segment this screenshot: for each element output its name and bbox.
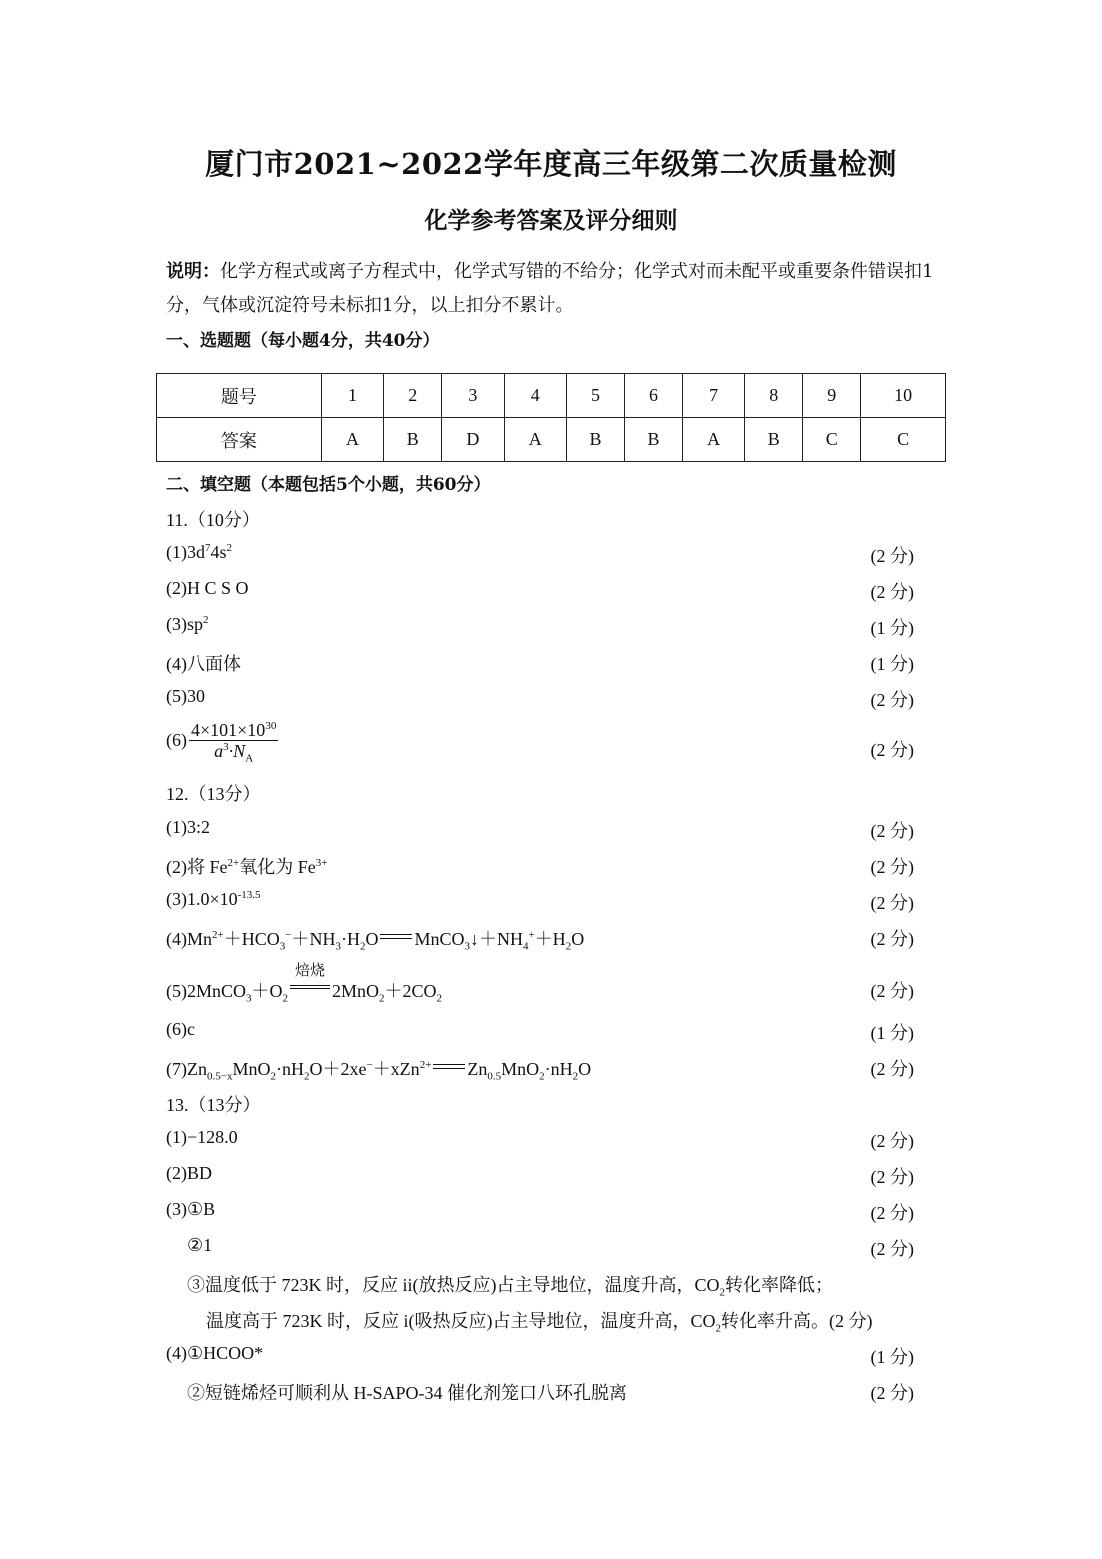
q13-answer-3: (3)①B (2 分) xyxy=(166,1199,914,1223)
q12-answer-7: $(7)Zn_{0.5-x}MnO_2\cdot nH_2O+2xe^-+xZn^{2+}$ $Zn_{0.5}MnO_2\cdot nH_2O$ (2 分) xyxy=(166,1055,914,1085)
table-cell: 10 xyxy=(861,374,946,418)
page-subtitle: 化学参考答案及评分细则 xyxy=(424,207,678,234)
score: (2 分) xyxy=(870,690,914,710)
table-cell: 9 xyxy=(803,374,861,418)
q11-answer-6: (6) $\frac{4\times 101\times 10^{30}}{a^3\cdot N_A}$ (2 分) xyxy=(166,720,914,765)
reaction-condition: 焙烧 xyxy=(288,977,332,997)
q13-answer-3b: ②1 (2 分) xyxy=(187,1235,914,1259)
score: (2 分) xyxy=(870,582,914,602)
q13-answer-3c-line2: 温度高于 723K 时，反应 i(吸热反应)占主导地位，温度升高，$CO_2$转化率升高。(2 分) xyxy=(206,1311,873,1335)
question-13-head: 13.（13分） xyxy=(166,1095,261,1115)
score: (2 分) xyxy=(870,1131,914,1151)
table-cell: 7 xyxy=(682,374,744,418)
score: (2 分) xyxy=(870,740,914,760)
score: (2 分) xyxy=(870,546,914,566)
table-cell: 8 xyxy=(745,374,803,418)
q12-answer-3: $(3)1.0\times 10^{-13.5}$ (2 分) xyxy=(166,889,914,913)
question-11-head: 11.（10分） xyxy=(166,510,260,530)
q11-answer-4: (4)八面体 (1 分) xyxy=(166,650,914,680)
table-cell: 5 xyxy=(566,374,624,418)
table-row xyxy=(157,374,946,418)
q12-answer-1: (1)3:2 (2 分) xyxy=(166,817,914,841)
q13-answer-1: (1)−128.0 (2 分) xyxy=(166,1127,914,1151)
table-cell: B xyxy=(745,418,803,462)
score: (2 分) xyxy=(870,821,914,841)
q12-answer-4: $(4)Mn^{2+}+HCO_3^-+NH_3\cdot H_2O$ $MnCO_3↓+NH_4^++H_2O$ (2 分) xyxy=(166,925,914,955)
table-cell: B xyxy=(384,418,442,462)
q13-answer-2: (2)BD (2 分) xyxy=(166,1163,914,1187)
q13-answer-4b: ②短链烯烃可顺利从 H-SAPO-34 催化剂笼口八环孔脱离 (2 分) xyxy=(166,1379,914,1409)
score: (2 分) xyxy=(870,893,914,913)
q12-answer-5: $(5)2MnCO_3+O_2$ 焙烧 $2MnO_2+2CO_2$ (2 分) xyxy=(166,963,914,1005)
answer-table xyxy=(156,373,946,462)
score: (2 分) xyxy=(870,929,914,949)
page-title: 厦门市2021~2022学年度高三年级第二次质量检测 xyxy=(205,147,897,181)
q11-answer-2: (2)H C S O (2 分) xyxy=(166,578,914,602)
table-cell: 2 xyxy=(384,374,442,418)
score: (1 分) xyxy=(870,1347,914,1367)
note-label: 说明： xyxy=(166,261,220,282)
section-heading-fill: 二、填空题（本题包括5个小题，共60分） xyxy=(166,475,491,495)
score: (1 分) xyxy=(870,1023,914,1043)
table-cell: 4 xyxy=(504,374,566,418)
table-cell: B xyxy=(566,418,624,462)
note-text: 化学方程式或离子方程式中，化学式写错的不给分；化学式对而未配平或重要条件错误扣1分，气体或沉淀符号未标扣1分，以上扣分不累计。 xyxy=(166,261,934,316)
equals-sign xyxy=(431,1065,467,1075)
score: (2 分) xyxy=(870,981,914,1001)
table-cell: C xyxy=(803,418,861,462)
section-heading-choice: 一、选题题（每小题4分，共40分） xyxy=(166,331,440,351)
score: (2 分) xyxy=(870,1059,914,1079)
equals-sign xyxy=(378,935,414,945)
table-cell: D xyxy=(442,418,504,462)
score: (2 分) xyxy=(870,1239,914,1259)
score: (2 分) xyxy=(870,1167,914,1187)
table-cell: A xyxy=(682,418,744,462)
score: (2 分) xyxy=(870,1383,914,1403)
instructions-note xyxy=(166,255,956,323)
table-cell: A xyxy=(321,418,383,462)
q13-answer-4: (4)①HCOO* (1 分) xyxy=(166,1343,914,1367)
table-cell: B xyxy=(624,418,682,462)
score: (1 分) xyxy=(870,654,914,674)
table-cell: C xyxy=(861,418,946,462)
q11-answer-3: $(3)sp^2$ (1 分) xyxy=(166,614,914,638)
score: (1 分) xyxy=(870,618,914,638)
table-row-label: 答案 xyxy=(157,418,322,462)
q12-answer-2: (2)将 $Fe^{2+}$氧化为 $Fe^{3+}$ (2 分) xyxy=(166,853,914,883)
q11-answer-5: (5)30 (2 分) xyxy=(166,686,914,710)
score: (2 分) xyxy=(870,1203,914,1223)
q12-answer-6: (6)c (1 分) xyxy=(166,1019,914,1043)
table-cell: 6 xyxy=(624,374,682,418)
table-cell: A xyxy=(504,418,566,462)
fraction: $\frac{4\times 101\times 10^{30}}{a^3\cdot N_A}$ xyxy=(191,720,277,765)
q13-answer-3c-line1: ③温度低于 723K 时，反应 ii(放热反应)占主导地位，温度升高，$CO_2$转化率降低； xyxy=(187,1275,833,1299)
table-row-label: 题号 xyxy=(157,374,322,418)
table-cell: 3 xyxy=(442,374,504,418)
table-cell: 1 xyxy=(321,374,383,418)
table-row xyxy=(157,418,946,462)
q11-answer-1: $(1)3d^74s^2$ (2 分) xyxy=(166,542,914,566)
score: (2 分) xyxy=(870,857,914,877)
question-12-head: 12.（13分） xyxy=(166,784,261,804)
